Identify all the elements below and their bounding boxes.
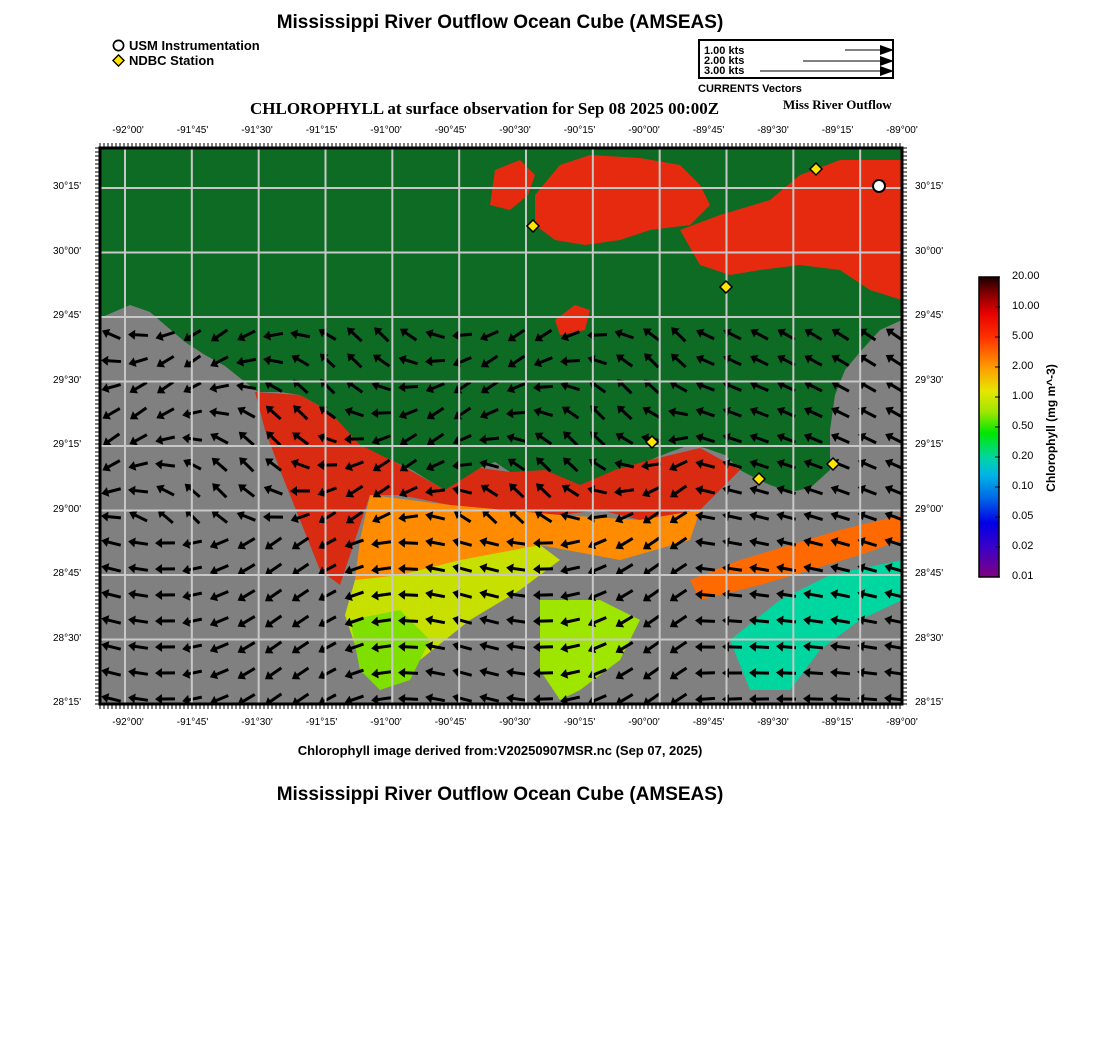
vector-row-2: 2.00 kts: [704, 55, 745, 67]
lon-tick-label: -91°30': [241, 717, 273, 728]
lon-tick-label: -89°30': [757, 717, 789, 728]
lon-tick-label: -91°15': [305, 717, 338, 728]
lon-tick-label: -91°45': [176, 125, 209, 136]
lon-tick-label: -89°00': [886, 717, 918, 728]
lat-tick-label: 29°15': [53, 439, 82, 450]
colorbar-tick-label: 0.10: [1012, 480, 1034, 492]
lon-tick-label: -92°00': [112, 717, 144, 728]
lon-tick-label: -89°00': [886, 125, 918, 136]
bottom-title: Mississippi River Outflow Ocean Cube (AMSEAS): [276, 784, 724, 805]
source-text: Chlorophyll image derived from:V20250907MSR.nc (Sep 07, 2025): [297, 743, 703, 758]
usm-station-marker: [873, 180, 885, 192]
vector-scale-label: CURRENTS Vectors: [698, 83, 802, 95]
lon-tick-label: -90°15': [563, 125, 596, 136]
lat-tick-label: 30°15': [53, 181, 82, 192]
lat-tick-label: 29°00': [915, 503, 944, 515]
lon-tick-label: -89°15': [821, 717, 854, 728]
lon-tick-label: -90°45': [434, 717, 467, 728]
vector-row-3: 3.00 kts: [704, 65, 745, 77]
page-title: Mississippi River Outflow Ocean Cube (AMSEAS): [276, 12, 724, 33]
lon-tick-label: -90°15': [563, 717, 596, 728]
vector-row-1: 1.00 kts: [704, 45, 745, 57]
lat-tick-label: 28°30': [915, 632, 944, 644]
colorbar-tick-label: 1.00: [1012, 390, 1034, 402]
lat-tick-label: 29°30': [915, 374, 944, 386]
lon-tick-label: -90°00': [628, 717, 660, 728]
legend-usm-label: USM Instrumentation: [129, 38, 260, 53]
legend-ndbc-label: NDBC Station: [129, 53, 215, 68]
colorbar-tick-label: 0.50: [1012, 420, 1034, 432]
lat-tick-label: 29°00': [53, 503, 82, 515]
lat-tick-label: 28°15': [915, 697, 944, 708]
colorbar-tick-label: 0.05: [1012, 510, 1034, 522]
colorbar-tick-label: 10.00: [1012, 300, 1040, 312]
lat-tick-label: 28°30': [53, 632, 82, 644]
colorbar-tick-label: 0.02: [1012, 540, 1034, 552]
lon-tick-label: -90°30': [499, 125, 531, 136]
lon-tick-label: -91°00': [370, 125, 402, 136]
lat-tick-label: 29°15': [915, 439, 944, 450]
colorbar-tick-label: 0.01: [1012, 570, 1034, 582]
lat-tick-label: 30°15': [915, 181, 944, 192]
lat-tick-label: 30°00': [53, 245, 82, 257]
lon-tick-label: -91°15': [305, 125, 338, 136]
lon-tick-label: -89°15': [821, 125, 854, 136]
lon-tick-label: -91°30': [241, 125, 273, 136]
lon-tick-label: -92°00': [112, 125, 144, 136]
lon-tick-label: -90°45': [434, 125, 467, 136]
colorbar-tick-label: 2.00: [1012, 360, 1034, 372]
lon-tick-label: -90°00': [628, 125, 660, 136]
colorbar-title: Chlorophyll (mg m^-3): [1044, 364, 1058, 492]
lon-tick-label: -89°45': [692, 125, 725, 136]
lon-tick-label: -89°30': [757, 125, 789, 136]
colorbar-tick-label: 5.00: [1012, 330, 1034, 342]
lat-tick-label: 29°30': [53, 374, 82, 386]
lon-tick-label: -91°45': [176, 717, 209, 728]
lat-tick-label: 30°00': [915, 245, 944, 257]
lat-tick-label: 29°45': [915, 310, 944, 321]
colorbar: [978, 276, 1002, 580]
lat-tick-label: 28°45': [915, 568, 944, 579]
colorbar-tick-label: 20.00: [1012, 270, 1040, 282]
lat-tick-label: 28°15': [53, 697, 82, 708]
region-label: Miss River Outflow: [783, 97, 892, 112]
lat-tick-label: 28°45': [53, 568, 82, 579]
lat-tick-label: 29°45': [53, 310, 82, 321]
lon-tick-label: -89°45': [692, 717, 725, 728]
map-title: CHLOROPHYLL at surface observation for Sep 08 2025 00:00Z: [250, 99, 720, 118]
lon-tick-label: -90°30': [499, 717, 531, 728]
colorbar-tick-label: 0.20: [1012, 450, 1034, 462]
lon-tick-label: -91°00': [370, 717, 402, 728]
